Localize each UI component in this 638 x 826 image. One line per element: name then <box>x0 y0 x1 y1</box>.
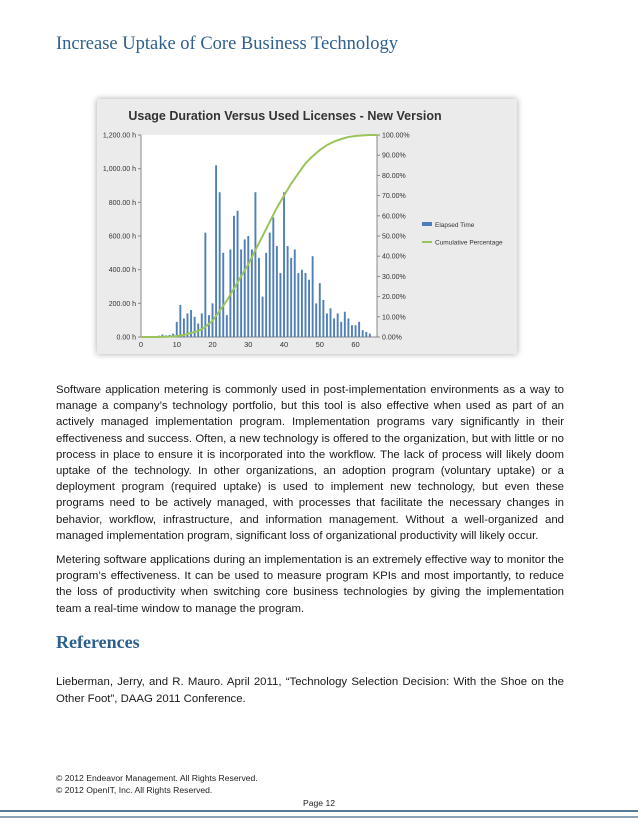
bar <box>219 192 221 337</box>
x-tick-label: 50 <box>315 340 324 349</box>
bar <box>355 325 357 337</box>
bar <box>358 322 360 337</box>
y2-tick-label: 0.00% <box>382 334 402 342</box>
bar <box>251 249 253 337</box>
bar <box>254 192 256 337</box>
bar <box>344 312 346 337</box>
y2-tick-label: 70.00% <box>382 193 406 201</box>
bar <box>226 315 228 337</box>
y2-tick-label: 10.00% <box>382 314 406 322</box>
bar <box>365 332 367 337</box>
bar <box>322 300 324 337</box>
bar <box>201 313 203 337</box>
bar <box>287 246 289 337</box>
bar <box>276 246 278 337</box>
bar <box>244 239 246 337</box>
y-tick-label: 400.00 h <box>108 267 136 275</box>
copyright-line-2: © 2012 OpenIT, Inc. All Rights Reserved. <box>56 785 213 795</box>
y-tick-label: 600.00 h <box>108 233 136 241</box>
chart-title: Usage Duration Versus Used Licenses - New Version <box>128 109 442 123</box>
x-tick-label: 20 <box>208 340 217 349</box>
bar <box>233 216 235 337</box>
y2-tick-label: 80.00% <box>382 172 406 180</box>
y2-tick-label: 50.00% <box>382 233 406 241</box>
y-tick-label: 0.00 h <box>116 334 136 342</box>
bar <box>272 217 274 337</box>
x-tick-label: 60 <box>351 340 360 349</box>
chart-canvas <box>97 99 517 354</box>
bar <box>265 253 267 337</box>
bar <box>305 273 307 337</box>
bar <box>351 325 353 337</box>
bar <box>237 211 239 337</box>
bar <box>222 253 224 337</box>
y2-tick-label: 40.00% <box>382 253 406 261</box>
bar <box>294 249 296 337</box>
bar <box>179 305 181 337</box>
bar <box>269 233 271 337</box>
x-tick-label: 40 <box>279 340 289 349</box>
x-tick-label: 30 <box>244 340 253 349</box>
bar <box>301 270 303 337</box>
bar <box>319 283 321 337</box>
bar <box>312 256 314 337</box>
bar <box>247 236 249 337</box>
page-number: Page 12 <box>302 798 336 808</box>
bar <box>208 315 210 337</box>
y-tick-label: 1,200.00 h <box>102 132 136 140</box>
bar <box>283 192 285 337</box>
y-tick-label: 800.00 h <box>108 199 136 207</box>
bar <box>262 297 264 337</box>
footer-rule <box>0 810 638 818</box>
y-tick-label: 1,000.00 h <box>102 166 136 174</box>
bar <box>330 308 332 337</box>
bar <box>340 322 342 337</box>
bar <box>315 303 317 337</box>
body-paragraph-2: Metering software applications during an implementation is an extremely effective way to monitor the program’s effectiveness. It can be used to measure program KPIs and most importantly, to reduce the loss of productivity when switching core business technologies by giving the implementation team a real-time window to manage the program. <box>56 554 564 615</box>
y-tick-label: 200.00 h <box>108 300 136 308</box>
bar <box>194 317 196 337</box>
reference-entry: Lieberman, Jerry, and R. Mauro. April 2011, “Technology Selection Decision: With the Shoe on the Other Foot”, DAAG 2011 Conference. <box>56 676 564 705</box>
bar <box>215 165 217 337</box>
bar <box>297 273 299 337</box>
bar <box>280 273 282 337</box>
usage-chart <box>97 99 517 354</box>
references-heading: References <box>56 632 140 652</box>
bar <box>362 330 364 337</box>
page-title: Increase Uptake of Core Business Technology <box>56 34 399 54</box>
legend-swatch-bar <box>422 222 432 226</box>
bar <box>369 334 371 337</box>
bar <box>176 322 178 337</box>
bar <box>258 258 260 337</box>
y2-tick-label: 100.00% <box>382 132 410 140</box>
bar <box>204 233 206 337</box>
y2-tick-label: 20.00% <box>382 294 406 302</box>
plot-area <box>103 133 503 350</box>
bar <box>337 313 339 337</box>
copyright-line-1: © 2012 Endeavor Management. All Rights Reserved. <box>56 773 258 783</box>
y2-tick-label: 90.00% <box>382 152 406 160</box>
legend-label-bar: Elapsed Time <box>435 222 475 229</box>
y2-tick-label: 60.00% <box>382 213 406 221</box>
x-tick-label: 0 <box>138 340 144 349</box>
legend-label-line: Cumulative Percentage <box>435 239 503 247</box>
body-paragraph-1: Software application metering is commonly used in post-implementation environments as a way to manage a company’s technology portfolio, but this tool is also effective when used as part of an actively managed implementation program. Implementation programs vary significantly in their effectiveness and success. Often, a new technology is offered to the organization, but with little or no process in place to ensure it is incorporated into the workflow. The lack of process will likely doom uptake of the technology. In other organizations, an adoption program (voluntary uptake) or a deployment program (required uptake) is used to implement new technology, but even these programs need to be actively managed, with processes that facilitate the necessary changes in behavior, workflow, infrastructure, and information management. Without a well-organized and managed implementation program, significant loss of organizational productivity will likely occur. <box>56 384 564 542</box>
y2-tick-label: 30.00% <box>382 273 406 281</box>
bar <box>326 313 328 337</box>
bar <box>290 258 292 337</box>
bar <box>308 280 310 337</box>
bar <box>240 249 242 337</box>
bar <box>347 318 349 337</box>
x-tick-label: 10 <box>172 340 181 349</box>
bar <box>333 318 335 337</box>
